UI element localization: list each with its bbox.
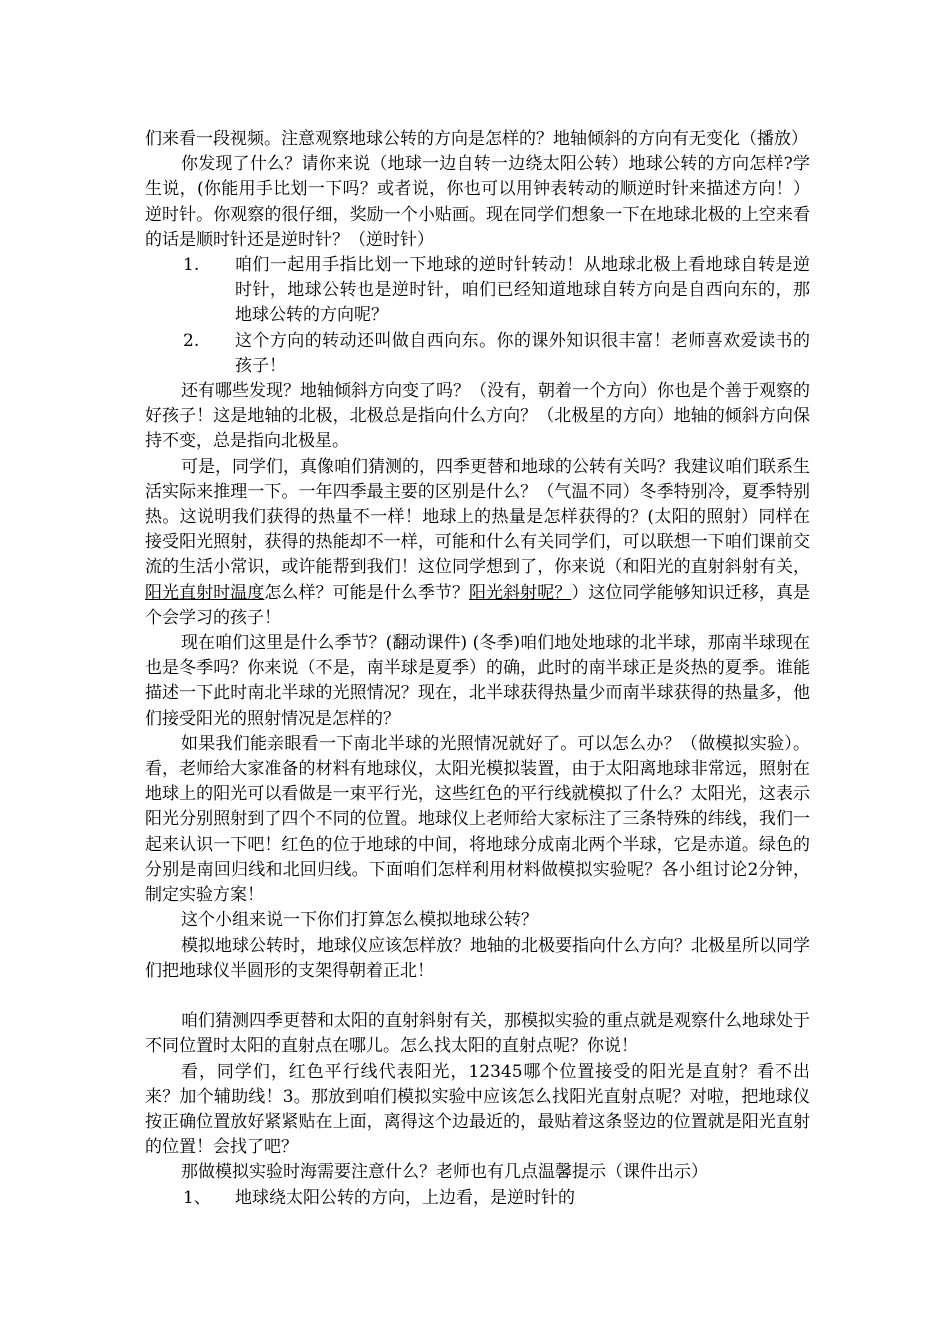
list-item bbox=[145, 1186, 810, 1211]
list-item bbox=[145, 253, 810, 329]
paragraph-video-intro: 们来看一段视频。注意观察地球公转的方向是怎样的？地轴倾斜的方向有无变化（播放） bbox=[145, 129, 808, 149]
paragraph-simulation-materials: 如果我们能亲眼看一下南北半球的光照情况就好了。可以怎么办？（做模拟实验）。看，老师给大家准备的材料有地球仪，太阳光模拟装置，由于太阳离地球非常远，照射在地球上的阳光可以看做是一束平行光，这些红色的平行线就模拟了什么？太阳光，这表示阳光分别照射到了四个不同的位置。地球仪上老师给大家标注了三条特殊的纬线，我们一起来认识一下吧！红色的位于地球的中间，将地球分成南北两个半球，它是赤道。绿色的分别是南回归线和北回归线。下面咱们怎样利用材料做模拟实验呢？各小组讨论2分钟，制定实验方案！ bbox=[145, 733, 810, 906]
list-item-text: 地球绕太阳公转的方向，上边看，是逆时针的 bbox=[235, 1187, 575, 1208]
paragraph-globe-placement: 模拟地球公转时，地球仪应该怎样放？地轴的北极要指向什么方向？北极星所以同学们把地球仪半圆形的支架得朝着正北！ bbox=[145, 935, 810, 981]
paragraph-current-season: 现在咱们这里是什么季节？(翻动课件) (冬季)咱们地处地球的北半球，那南半球现在也是冬季吗？你来说（不是，南半球是夏季）的确，此时的南半球正是炎热的夏季。谁能描述一下此时南北半球的光照情况？现在，北半球获得热量少而南半球获得的热量多，他们接受阳光的照射情况是怎样的？ bbox=[145, 633, 810, 729]
paragraph-direct-point: 咱们猜测四季更替和太阳的直射斜射有关，那模拟实验的重点就是观察什么地球处于不同位置时太阳的直射点在哪儿。怎么找太阳的直射点呢？你说！ bbox=[145, 1011, 810, 1057]
paragraph-tips: 那做模拟实验时海需要注意什么？老师也有几点温馨提示（课件出示） bbox=[181, 1162, 708, 1183]
list-item-number: 1. bbox=[183, 255, 200, 276]
list-item-text: 咱们一起用手指比划一下地球的逆时针转动！从地球北极上看地球自转是逆时针，地球公转也是逆时针，咱们已经知道地球自转方向是自西向东的，那地球公转的方向呢？ bbox=[235, 255, 810, 326]
paragraph-group-plan: 这个小组来说一下你们打算怎么模拟地球公转？ bbox=[181, 910, 538, 931]
list-item-text: 这个方向的转动还叫做自西向东。你的课外知识很丰富！老师喜欢爱读书的孩子！ bbox=[235, 330, 810, 376]
list-item-number: 1、 bbox=[183, 1187, 211, 1208]
paragraph-text: 怎么样？可能是什么季节？ bbox=[264, 582, 470, 603]
paragraph-axis-tilt: 还有哪些发现？地轴倾斜方向变了吗？（没有，朝着一个方向）你也是个善于观察的好孩子！这是地轴的北极，北极总是指向什么方向？（北极星的方向）地轴的倾斜方向保持不变，总是指向北极星。 bbox=[145, 381, 810, 452]
paragraph-find-direct-point: 看，同学们，红色平行线代表阳光，12345哪个位置接受的阳光是直射？看不出来？加个辅助线！3。那放到咱们模拟实验中应该怎么找阳光直射点呢？对啦，把地球仪按正确位置放好紧紧贴在上面，离得这个边最近的，最贴着这条竖边的位置就是阳光直射的位置！会找了吧？ bbox=[145, 1061, 810, 1158]
paragraph-seasons-heat bbox=[145, 455, 810, 631]
document-body bbox=[145, 127, 810, 1211]
list-item bbox=[145, 329, 810, 379]
paragraph-text: 可是，同学们，真像咱们猜测的，四季更替和地球的公转有关吗？我建议咱们联系生活实际来推理一下。一年四季最主要的区别是什么？（气温不同）冬季特别冷，夏季特别热。这说明我们获得的热量不一样！地球上的热量是怎样获得的？(太阳的照射）同样在接受阳光照射，获得的热能却不一样，可能和什么有关同学们，可以联想一下咱们课前交流的生活小常识，或许能帮到我们！这位同学想到了，你来说（和阳光的直射斜射有关， bbox=[145, 456, 810, 578]
paragraph-discovery: 你发现了什么？请你来说（地球一边自转一边绕太阳公转）地球公转的方向怎样?学生说，(你能用手比划一下吗？或者说，你也可以用钟表转动的顺逆时针来描述方向！）逆时针。你观察的很仔细，奖励一个小贴画。现在同学们想象一下在地球北极的上空来看的话是顺时针还是逆时针？（逆时针） bbox=[145, 154, 810, 250]
underlined-text: 阳光斜射呢？ bbox=[469, 582, 572, 603]
blank-line bbox=[145, 984, 810, 1009]
list-item-number: 2. bbox=[183, 330, 200, 351]
underlined-text: 阳光直射时温度 bbox=[145, 582, 265, 603]
paragraph-text: ）这位同学能够知识迁移，真是个会学习的孩子！ bbox=[145, 582, 811, 628]
